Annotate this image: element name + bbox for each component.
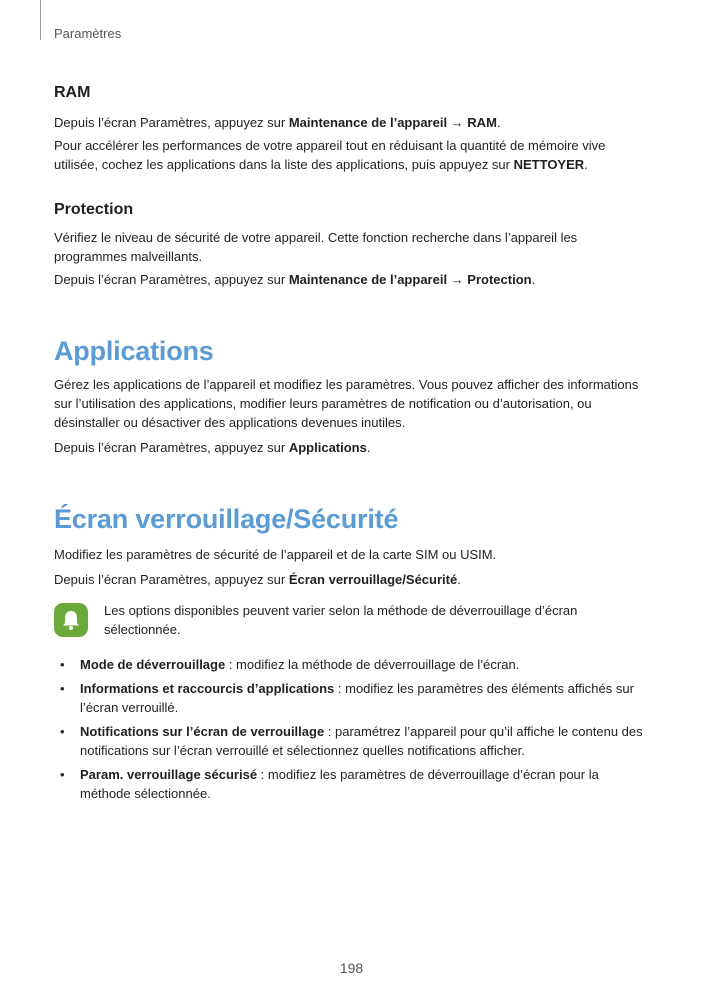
list-item (54, 722, 643, 760)
text: Depuis l’écran Paramètres, appuyez sur (54, 272, 289, 287)
menu-item-ram: RAM (467, 115, 497, 130)
option-term: Mode de déverrouillage (80, 657, 226, 672)
text-line: sélectionnée. (104, 622, 181, 637)
option-term: Informations et raccourcis d’applications (80, 681, 335, 696)
option-description: : paramétrez l’appareil pour qu’il affiche le contenu des (324, 724, 643, 739)
list-item (54, 679, 643, 717)
note-box (54, 601, 643, 641)
protection-section (54, 201, 577, 289)
list-item (54, 655, 643, 674)
menu-item-applications: Applications (288, 440, 367, 455)
text: . (457, 572, 461, 587)
text-line: Gérez les applications de l’appareil et modifiez les paramètres. Vous pouvez afficher des informations (54, 377, 639, 392)
text: Depuis l’écran Paramètres, appuyez sur (54, 440, 289, 455)
text: . (531, 272, 536, 287)
ram-description-paragraph (54, 136, 605, 174)
text-line: sur l’utilisation des applications, modifier leurs paramètres de notification ou d’autorisation, ou (54, 396, 592, 411)
text: . (496, 115, 501, 130)
bullet: • (60, 724, 65, 739)
text: Depuis l’écran Paramètres, appuyez sur (54, 115, 289, 130)
text-line: programmes malveillants. (54, 249, 203, 264)
menu-item-maintenance: Maintenance de l’appareil (288, 272, 448, 287)
text: . (366, 440, 371, 455)
ram-path-paragraph (54, 113, 605, 132)
option-description: : modifiez les paramètres de déverrouillage d’écran pour la (257, 767, 599, 782)
protection-heading: Protection (54, 201, 134, 218)
protection-description-paragraph (54, 228, 577, 266)
applications-path-paragraph (54, 438, 638, 457)
ram-heading: RAM (54, 84, 91, 101)
text: . (584, 157, 588, 172)
arrow: → (447, 272, 468, 287)
running-header: Paramètres (54, 26, 122, 41)
applications-heading: Applications (54, 336, 214, 366)
bullet: • (60, 681, 65, 696)
option-description-line: méthode sélectionnée. (80, 786, 211, 801)
applications-description-paragraph (54, 375, 638, 432)
text: Depuis l’écran Paramètres, appuyez sur (54, 572, 289, 587)
option-description: : modifiez la méthode de déverrouillage de l’écran. (225, 657, 520, 672)
page-header-rule (40, 0, 41, 40)
text-line: désinstaller ou désactiver des applications devenues inutiles. (54, 415, 406, 430)
option-description-line: notifications sur l’écran verrouillé et sélectionnez quelles notifications afficher. (80, 743, 525, 758)
arrow: → (447, 115, 468, 130)
menu-item-lock-security: Écran verrouillage/Sécurité (288, 572, 458, 587)
page-number: 198 (339, 960, 364, 976)
list-item (54, 765, 643, 803)
bullet: • (60, 657, 65, 672)
menu-item-protection: Protection (467, 272, 532, 287)
lock-security-section (54, 504, 643, 808)
lock-security-heading: Écran verrouillage/Sécurité (54, 504, 399, 534)
applications-section (54, 336, 638, 457)
bullet: • (60, 767, 65, 782)
lock-security-description: Modifiez les paramètres de sécurité de l’appareil et de la carte SIM ou USIM. (54, 547, 497, 562)
lock-security-path-paragraph (54, 570, 643, 589)
menu-item-maintenance: Maintenance de l’appareil (288, 115, 448, 130)
lock-options-list (54, 655, 643, 803)
text-line: Vérifiez le niveau de sécurité de votre appareil. Cette fonction recherche dans l’appareil les (54, 230, 578, 245)
text-line: Pour accélérer les performances de votre appareil tout en réduisant la quantité de mémoire vive (54, 138, 606, 153)
option-term: Param. verrouillage sécurisé (80, 767, 258, 782)
bell-icon (54, 603, 88, 637)
protection-path-paragraph (54, 270, 577, 289)
text-line: Les options disponibles peuvent varier selon la méthode de déverrouillage d’écran (104, 603, 578, 618)
text-line: utilisée, cochez les applications dans la liste des applications, puis appuyez sur (54, 157, 514, 172)
ram-section (54, 84, 605, 174)
option-description: : modifiez les paramètres des éléments affichés sur (334, 681, 634, 696)
option-term: Notifications sur l’écran de verrouillage (80, 724, 325, 739)
button-label-nettoyer: NETTOYER (513, 157, 585, 172)
note-text (104, 601, 644, 639)
option-description-line: l’écran verrouillé. (80, 700, 179, 715)
